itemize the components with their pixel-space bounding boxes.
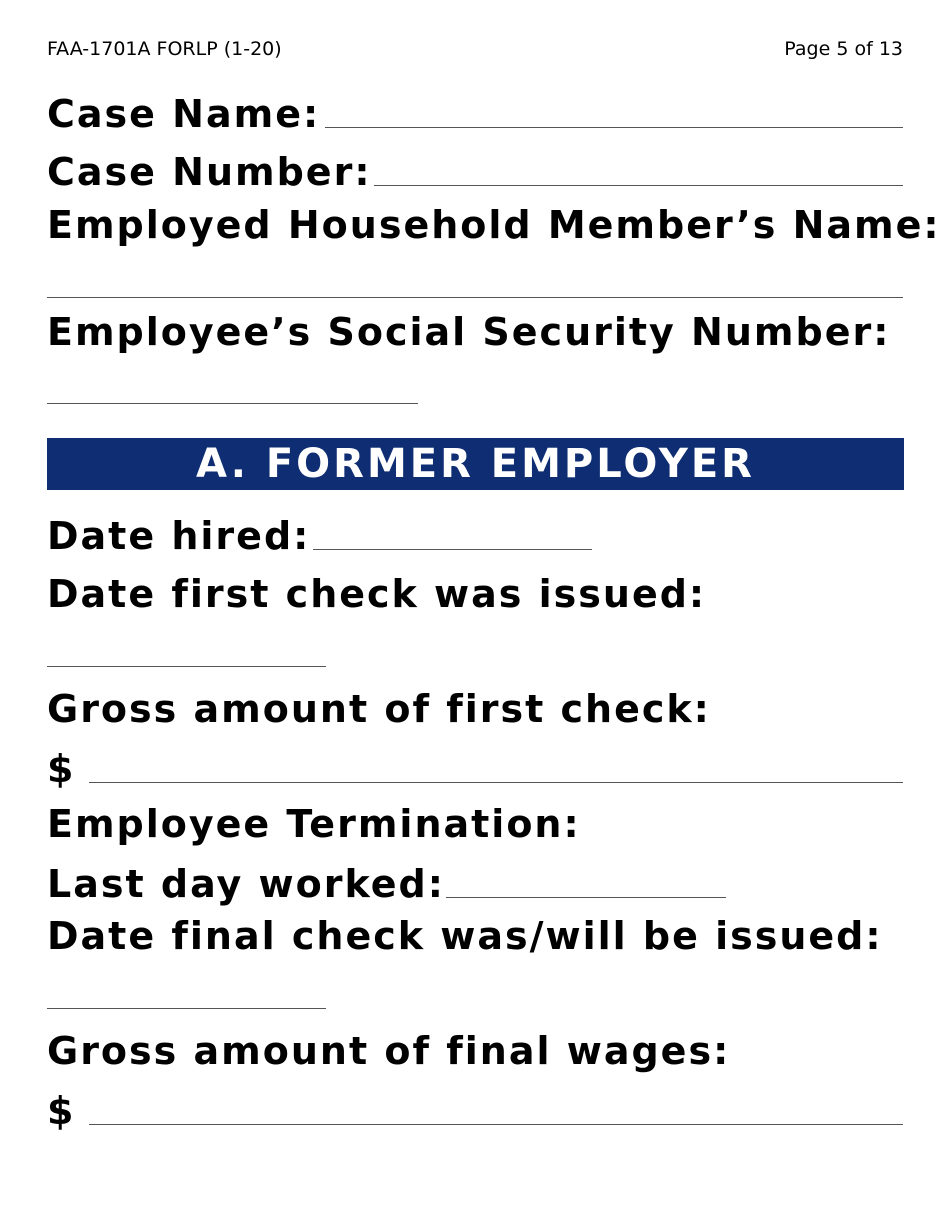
- currency-symbol: $: [47, 1089, 76, 1133]
- case-number-label: Case Number:: [47, 150, 372, 194]
- page-info: Page 5 of 13: [784, 38, 903, 60]
- termination-heading: Employee Termination:: [47, 802, 581, 846]
- section-a-banner: A. FORMER EMPLOYER: [47, 438, 904, 490]
- case-name-field[interactable]: [325, 127, 903, 128]
- currency-symbol: $: [47, 747, 76, 791]
- first-check-gross-label: Gross amount of first check:: [47, 687, 711, 731]
- case-number-field[interactable]: [374, 185, 903, 186]
- date-hired-field[interactable]: [313, 549, 592, 550]
- last-day-label: Last day worked:: [47, 862, 445, 906]
- first-check-gross-field[interactable]: [89, 782, 903, 783]
- member-name-field[interactable]: [47, 297, 903, 298]
- ssn-label: Employee’s Social Security Number:: [47, 310, 891, 354]
- first-check-date-label: Date first check was issued:: [47, 572, 707, 616]
- member-name-label: Employed Household Member’s Name:: [47, 203, 941, 247]
- first-check-date-field[interactable]: [47, 666, 326, 667]
- ssn-field[interactable]: [47, 403, 418, 404]
- final-check-date-field[interactable]: [47, 1008, 326, 1009]
- case-name-label: Case Name:: [47, 92, 321, 136]
- form-id: FAA-1701A FORLP (1-20): [47, 38, 282, 60]
- date-hired-label: Date hired:: [47, 514, 311, 558]
- final-wages-field[interactable]: [89, 1124, 903, 1125]
- final-wages-label: Gross amount of final wages:: [47, 1029, 731, 1073]
- final-check-date-label: Date final check was/will be issued:: [47, 914, 883, 958]
- last-day-field[interactable]: [446, 897, 726, 898]
